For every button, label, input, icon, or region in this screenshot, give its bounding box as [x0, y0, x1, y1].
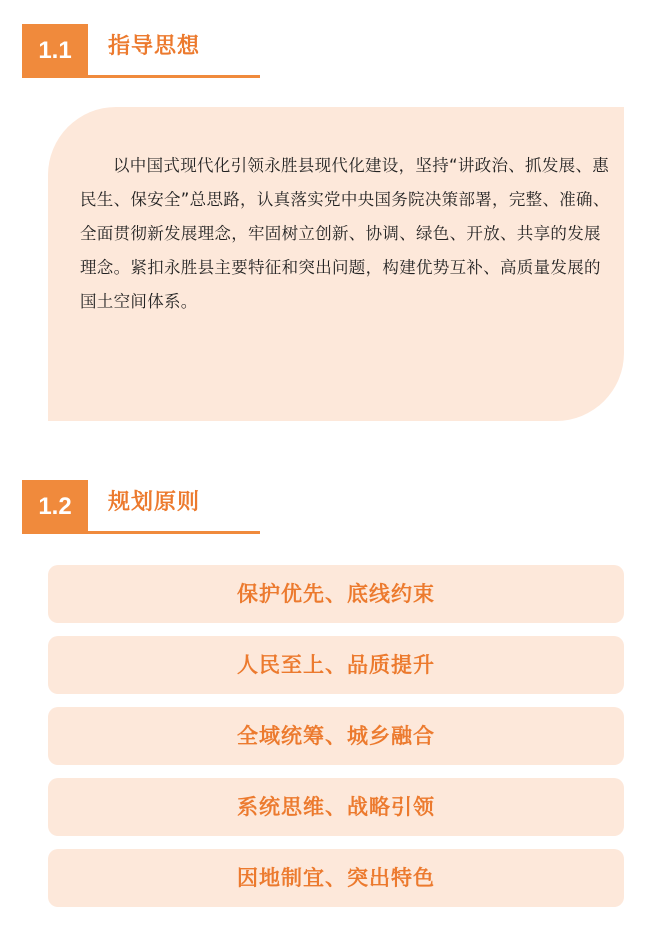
section-title: 规划原则: [108, 490, 201, 515]
section-number-badge: 1.2: [22, 480, 88, 534]
section-underline: [22, 531, 260, 534]
section-number-badge: 1.1: [22, 24, 88, 78]
principle-item: 保护优先、底线约束: [48, 565, 624, 623]
section-title: 指导思想: [108, 34, 201, 59]
principle-item: 因地制宜、突出特色: [48, 849, 624, 907]
principle-item: 系统思维、战略引领: [48, 778, 624, 836]
principles-list: [48, 565, 624, 920]
principle-item: 人民至上、品质提升: [48, 636, 624, 694]
section-header-planning-principles: [22, 480, 262, 534]
guiding-ideology-card: [48, 107, 624, 421]
guiding-ideology-text: 以中国式现代化引领永胜县现代化建设，坚持“讲政治、抓发展、惠民生、保安全”总思路，认真落实党中央国务院决策部署，完整、准确、全面贯彻新发展理念，牢固树立创新、协调、绿色、开放、共享的发展理念。紧扣永胜县主要特征和突出问题，构建优势互补、高质量发展的国土空间体系。: [80, 156, 610, 311]
principle-item: 全域统筹、城乡融合: [48, 707, 624, 765]
section-underline: [22, 75, 260, 78]
section-header-guiding-ideology: [22, 24, 262, 78]
